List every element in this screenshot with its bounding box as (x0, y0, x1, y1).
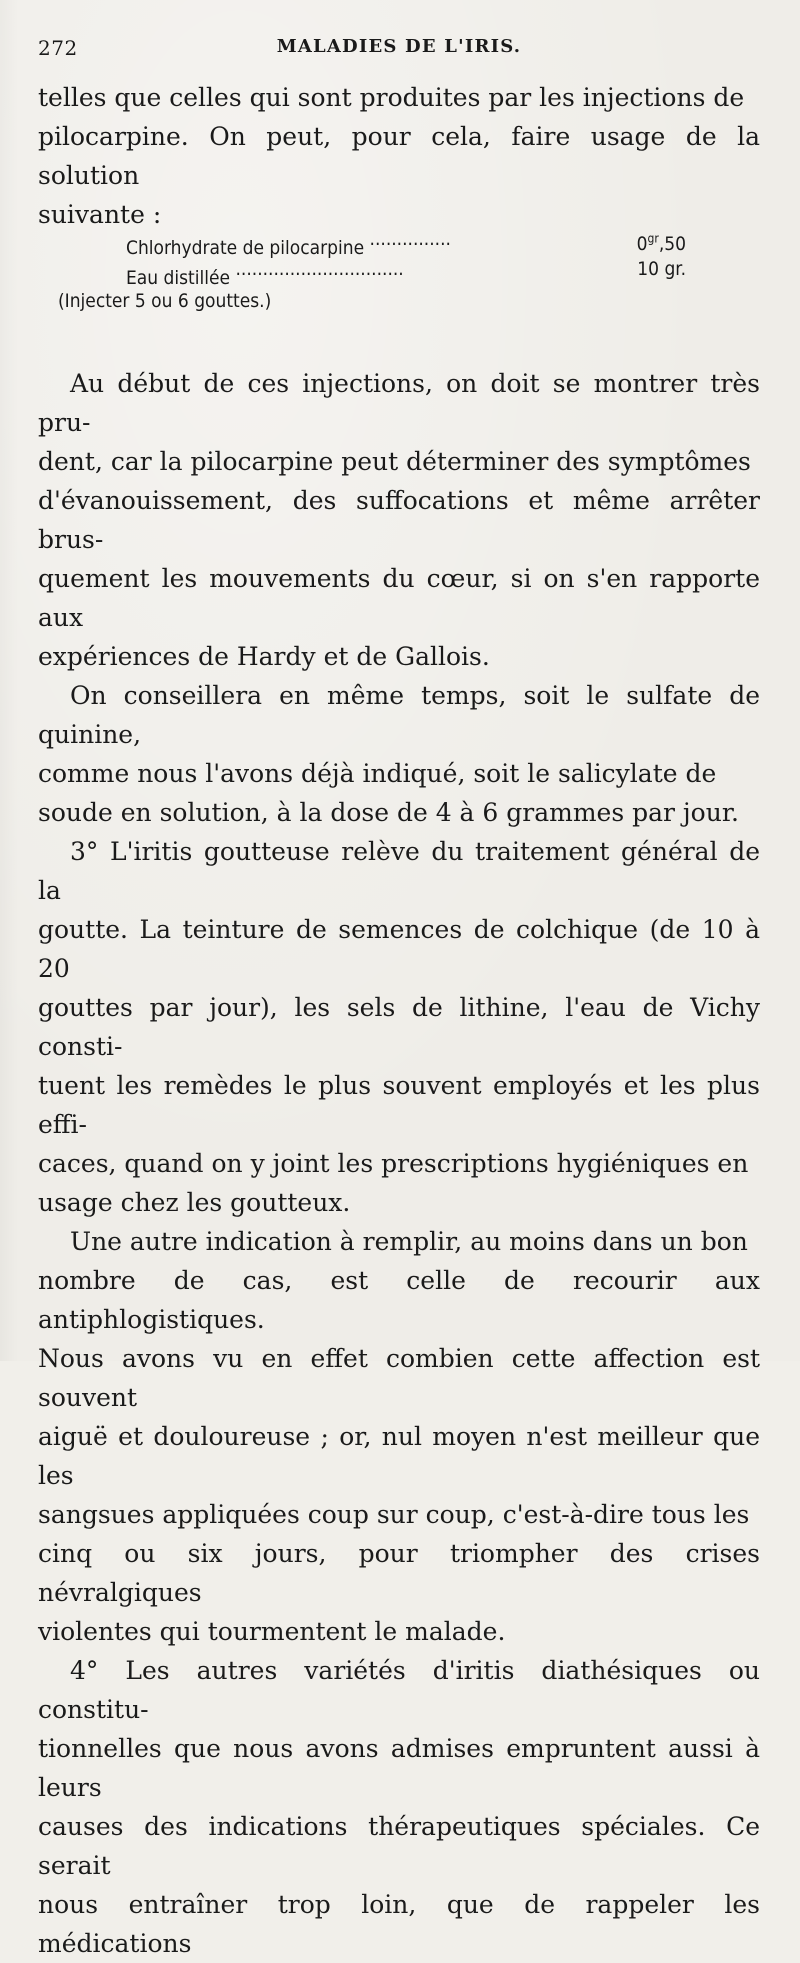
text-line: violentes qui tourmentent le malade. (38, 1617, 506, 1646)
paragraph (38, 1651, 760, 1963)
paragraph (38, 676, 760, 832)
text-line: aiguë et douloureuse ; or, nul moyen n'est meilleur que les (38, 1422, 760, 1490)
text-line: On conseillera en même temps, soit le sulfate de quinine, (38, 681, 760, 749)
text-line: telles que celles qui sont produites par les injections de (38, 83, 745, 112)
text-line: 3° L'iritis goutteuse relève du traitement général de la (38, 837, 760, 905)
ingredient-quantity: 10 gr. (637, 258, 686, 280)
formula-note: (Injecter 5 ou 6 gouttes.) (58, 290, 272, 312)
text-line: nous entraîner trop loin, que de rappeler les médications (38, 1890, 760, 1958)
ingredient-quantity: $0^{gr},50$ (636, 232, 686, 256)
text-line: causes des indications thérapeutiques spéciales. Ce serait (38, 1812, 760, 1880)
text-line: comme nous l'avons déjà indiqué, soit le salicylate de (38, 759, 717, 788)
text-line: goutte. La teinture de semences de colchique (de 10 à 20 (38, 915, 760, 983)
text-line: tuent les remèdes le plus souvent employés et les plus effi- (38, 1071, 760, 1139)
text-line: soude en solution, à la dose de 4 à 6 grammes par jour. (38, 798, 739, 827)
prescription-formula (126, 224, 686, 289)
formula-row (126, 224, 686, 259)
text-line: d'évanouissement, des suffocations et même arrêter brus- (38, 486, 760, 554)
formula-row (126, 254, 686, 289)
text-line: Une autre indication à remplir, au moins dans un bon (70, 1227, 748, 1256)
text-line: nombre de cas, est celle de recourir aux antiphlogistiques. (38, 1266, 760, 1334)
page-header (38, 30, 760, 64)
text-line: dent, car la pilocarpine peut déterminer des symptômes (38, 447, 751, 476)
running-head: MALADIES DE L'IRIS. (276, 36, 522, 57)
text-line: caces, quand on y joint les prescriptions hygiéniques en (38, 1149, 749, 1178)
text-line: pilocarpine. On peut, pour cela, faire usage de la solution (38, 122, 760, 190)
text-line: gouttes par jour), les sels de lithine, l'eau de Vichy consti- (38, 993, 760, 1061)
text-line: expériences de Hardy et de Gallois. (38, 642, 490, 671)
text-line: tionnelles que nous avons admises empruntent aussi à leurs (38, 1734, 760, 1802)
text-line: Nous avons vu en effet combien cette affection est souvent (38, 1344, 760, 1412)
ingredient-label: Eau distillée (126, 267, 231, 289)
intro-paragraph (38, 78, 760, 234)
ingredient-label: Chlorhydrate de pilocarpine (126, 237, 365, 259)
text-line: 4° Les autres variétés d'iritis diathésiques ou constitu- (38, 1656, 760, 1724)
text-line: usage chez les goutteux. (38, 1188, 351, 1217)
text-line: quement les mouvements du cœur, si on s'en rapporte aux (38, 564, 760, 632)
text-line: sangsues appliquées coup sur coup, c'est-à-dire tous les (38, 1500, 750, 1529)
page-number: 272 (38, 36, 78, 60)
text-line: Au début de ces injections, on doit se montrer très pru- (38, 369, 760, 437)
paragraph (38, 364, 760, 676)
leader-dots: ............................... (235, 258, 404, 280)
paragraph (38, 832, 760, 1222)
paragraph-container (38, 364, 760, 1963)
leader-dots: ............... (369, 228, 451, 250)
paragraph (38, 1222, 760, 1651)
text-line: cinq ou six jours, pour triompher des crises névralgiques (38, 1539, 760, 1607)
main-text (38, 364, 760, 1963)
text-line: suivante : (38, 200, 162, 229)
